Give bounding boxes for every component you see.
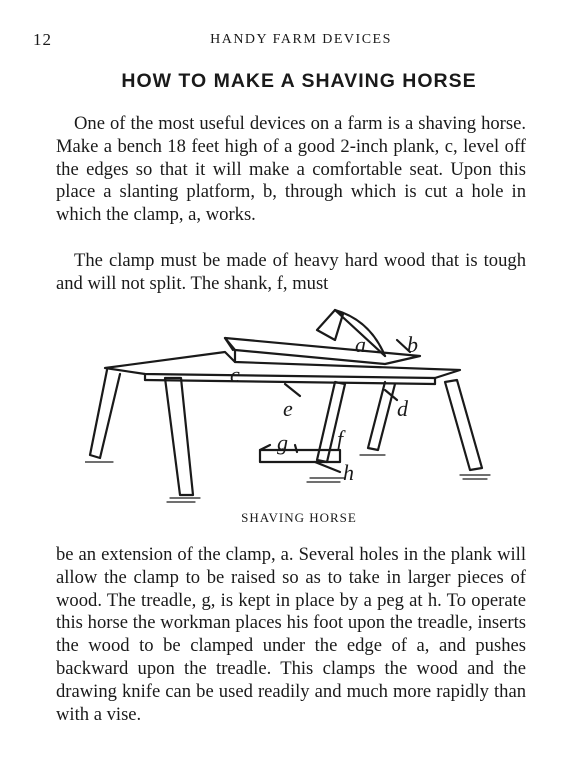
label-a: a <box>355 332 366 357</box>
platform-b <box>225 338 420 364</box>
figure-caption: SHAVING HORSE <box>241 510 357 525</box>
label-e: e <box>283 396 293 421</box>
leg-back-right-d <box>368 382 395 450</box>
label-b: b <box>407 332 418 357</box>
peg-h <box>315 462 340 472</box>
article-title: HOW TO MAKE A SHAVING HORSE <box>121 70 477 92</box>
label-h: h <box>343 460 354 485</box>
label-c: c <box>230 362 240 387</box>
label-g: g <box>277 430 288 455</box>
paragraph-3: be an extension of the clamp, a. Several holes in the plank will allow the clamp to be raised so as to take in larger pieces of wood. The treadle, g, is kept in place by a peg at h. To operate this horse the workman places his foot upon the treadle, inserts the wood to be clamped under the edge of a, and pushes backward upon the treadle. This clamps the wood and the drawing knife can be used readily and much more rapidly than with a vise. <box>56 544 526 725</box>
label-f: f <box>337 426 344 451</box>
page-number: 12 <box>33 30 52 49</box>
label-d: d <box>397 396 408 421</box>
paragraph-1: One of the most useful devices on a farm is a shaving horse. Make a bench 18 feet high of a good 2-inch plank, c, level off the edges so that it will make a comfortable seat. Upon this place a slanting platform, b, through which is cut a hole in which the clamp, a, works. <box>56 113 526 226</box>
running-head: HANDY FARM DEVICES <box>210 32 392 47</box>
shaving-horse-illustration <box>85 300 505 505</box>
leg-front-right <box>445 380 482 470</box>
leg-back-left <box>90 370 120 458</box>
paragraph-2: The clamp must be made of heavy hard wood that is tough and will not split. The shank, f, must <box>56 250 526 294</box>
leg-front-left <box>165 378 193 495</box>
